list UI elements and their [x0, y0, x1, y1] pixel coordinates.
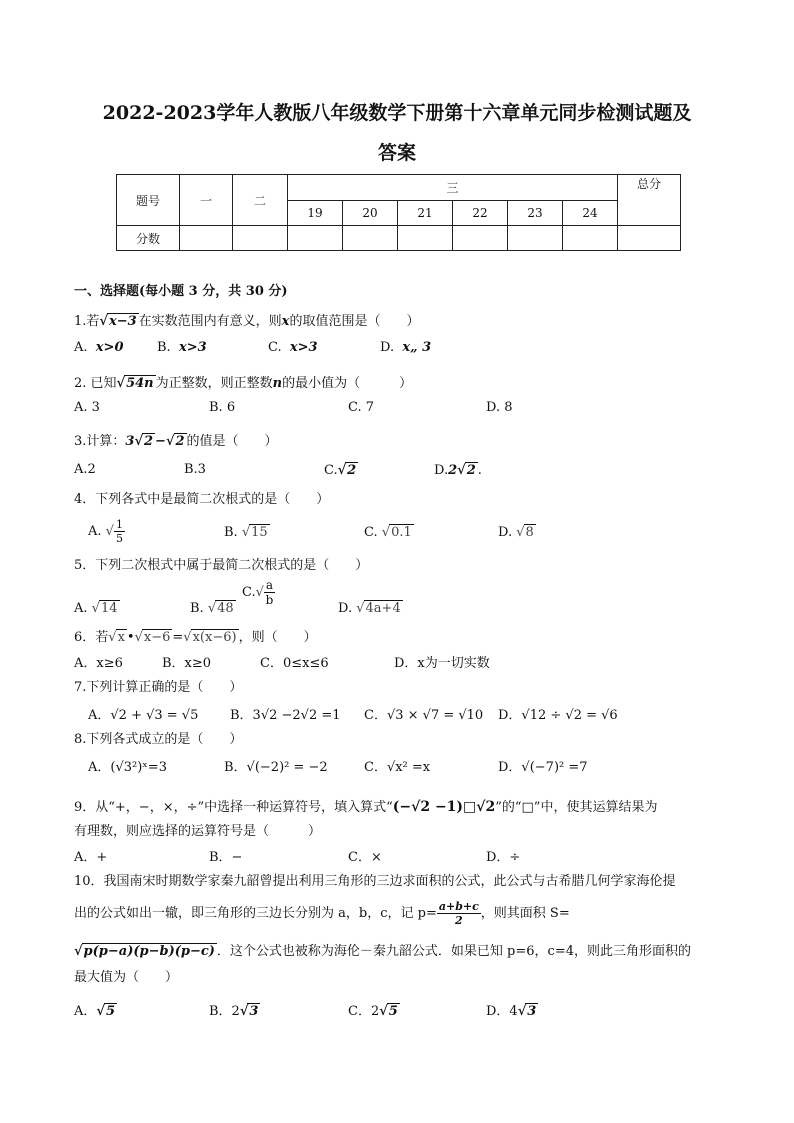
- question-10: 10．我国南宋时期数学家秦九韶曾提出利用三角形的三边求面积的公式，此公式与古希腊几何学家海伦提: [74, 874, 676, 889]
- q4-option-c[interactable]: C. √0.1: [364, 525, 412, 540]
- q10-option-b[interactable]: B．2√3: [209, 1004, 259, 1019]
- q10-option-a[interactable]: A．√5: [74, 1004, 115, 1019]
- q7-option-b[interactable]: B．3√2 −2√2 =1: [230, 708, 341, 723]
- score-table: [116, 174, 681, 251]
- q6-option-a[interactable]: A．x≥6: [74, 656, 123, 671]
- q1-option-d[interactable]: D. x„ 3: [380, 340, 432, 355]
- question-7: 7.下列计算正确的是（ ）: [74, 680, 243, 695]
- question-2: 2. 已知√54n 为正整数，则正整数n的最小值为（ ）: [74, 376, 413, 391]
- score-table-header-san: 三: [288, 175, 618, 201]
- q1-prefix: 1.若: [74, 314, 100, 329]
- question-8: 8.下列各式成立的是（ ）: [74, 732, 243, 747]
- score-table-cell[interactable]: [343, 226, 398, 251]
- q1-option-a[interactable]: A. x>0: [74, 340, 124, 355]
- question-1: 1.若√x−3 在实数范围内有意义，则x的取值范围是（ ）: [74, 314, 420, 329]
- q3-option-c[interactable]: C.√2: [324, 463, 357, 478]
- score-table-header-zongfen: 总分: [618, 175, 681, 226]
- q2-option-c[interactable]: C. 7: [348, 400, 375, 415]
- score-table-cell[interactable]: [398, 226, 453, 251]
- q6-option-d[interactable]: D．x为一切实数: [394, 656, 490, 671]
- q2-option-d[interactable]: D. 8: [486, 400, 513, 415]
- score-table-header-tihao: 题号: [117, 175, 180, 226]
- question-10-line2: 出的公式如出一辙，即三角形的三边长分别为 a，b，c，记 p= $\frac{a+b+c}{2}$ ，则其面积 S=: [74, 900, 570, 927]
- q8-option-c[interactable]: C．√x² =x: [364, 760, 431, 775]
- q4-option-b[interactable]: B. √15: [224, 525, 268, 540]
- q3-option-d[interactable]: D.2√2 .: [434, 463, 482, 478]
- score-table-cell[interactable]: [508, 226, 563, 251]
- score-table-cell[interactable]: [180, 226, 233, 251]
- score-table-header-yi: 一: [180, 175, 233, 226]
- q10-option-d[interactable]: D．4√3: [486, 1004, 537, 1019]
- q9-option-a[interactable]: A．+: [74, 850, 108, 865]
- question-5: 5．下列二次根式中属于最简二次根式的是（ ）: [74, 558, 369, 573]
- q1-radicand: x−3: [108, 314, 137, 329]
- q5-option-c[interactable]: C.√ $\frac{a}{b}$: [242, 578, 274, 607]
- q9-expression: (−√2 −1)□√2: [392, 799, 496, 815]
- q1-option-b[interactable]: B. x>3: [157, 340, 207, 355]
- q2-option-b[interactable]: B. 6: [209, 400, 236, 415]
- q4-option-d[interactable]: D. √8: [498, 525, 534, 540]
- q1-option-c[interactable]: C. x>3: [268, 340, 318, 355]
- question-10-line4: 最大值为（ ）: [74, 970, 179, 985]
- q5-option-d[interactable]: D. √4a+4: [338, 601, 401, 616]
- q2-option-a[interactable]: A. 3: [74, 400, 100, 415]
- q8-option-b[interactable]: B．√(−2)² = −2: [224, 760, 328, 775]
- q2-radicand: 54n: [126, 376, 154, 391]
- question-9-line2: 有理数，则应选择的运算符号是（ ）: [74, 824, 322, 839]
- q5-option-b[interactable]: B. √48: [190, 601, 234, 616]
- score-table-num: 20: [343, 200, 398, 226]
- question-4: 4．下列各式中是最简二次根式的是（ ）: [74, 492, 330, 507]
- doc-title-line1: 2022-2023学年人教版八年级数学下册第十六章单元同步检测试题及: [102, 102, 692, 124]
- q3-option-a[interactable]: A.2: [74, 462, 96, 477]
- score-table-cell[interactable]: [288, 226, 343, 251]
- q6-option-b[interactable]: B．x≥0: [162, 656, 212, 671]
- score-table-num: 21: [398, 200, 453, 226]
- q1-text: 在实数范围内有意义，则: [138, 314, 282, 329]
- q1-text2: 的取值范围是（ ）: [289, 314, 420, 329]
- q1-var: x: [281, 314, 290, 329]
- q7-option-c[interactable]: C．√3 × √7 = √10: [364, 708, 484, 723]
- score-table-cell[interactable]: [453, 226, 508, 251]
- question-10-line3: √p(p−a)(p−b)(p−c) ．这个公式也被称为海伦－秦九韶公式．如果已知 p=6，c=4，则此三角形面积的: [74, 944, 691, 959]
- q7-option-d[interactable]: D．√12 ÷ √2 = √6: [498, 708, 618, 723]
- score-table-num: 23: [508, 200, 563, 226]
- q6-option-c[interactable]: C．0≤x≤6: [260, 656, 329, 671]
- score-table-cell[interactable]: [233, 226, 288, 251]
- q10-option-c[interactable]: C．2√5: [348, 1004, 398, 1019]
- q7-option-a[interactable]: A．√2 + √3 = √5: [88, 708, 199, 723]
- score-table-num: 22: [453, 200, 508, 226]
- q8-option-d[interactable]: D．√(−7)² =7: [498, 760, 588, 775]
- q9-option-c[interactable]: C．×: [348, 850, 382, 865]
- q9-option-d[interactable]: D．÷: [486, 850, 521, 865]
- q3-option-b[interactable]: B.3: [184, 462, 206, 477]
- question-9: 9．从“+，−，×，÷”中选择一种运算符号，填入算式“(−√2 −1)□√2”的“□”中，使其运算结果为: [74, 799, 658, 815]
- q9-option-b[interactable]: B．−: [209, 850, 243, 865]
- q4-option-a[interactable]: A. √ $\frac{1}{5}$: [88, 518, 123, 545]
- q5-option-a[interactable]: A. √14: [74, 601, 118, 616]
- q8-option-a[interactable]: A．(√3²)ˣ=3: [88, 760, 167, 775]
- question-3: 3.计算：3√2 −√2 的值是（ ）: [74, 434, 278, 449]
- score-table-fenshu: 分数: [117, 226, 180, 251]
- score-table-cell[interactable]: [618, 226, 681, 251]
- question-6: 6．若√x •√x−6 =√x(x−6) ，则（ ）: [74, 630, 317, 645]
- doc-title-line2: 答案: [377, 142, 416, 164]
- score-table-cell[interactable]: [563, 226, 618, 251]
- section-heading: 一、选择题(每小题 3 分，共 30 分): [74, 284, 288, 299]
- score-table-num: 24: [563, 200, 618, 226]
- score-table-header-er: 二: [233, 175, 288, 226]
- score-table-num: 19: [288, 200, 343, 226]
